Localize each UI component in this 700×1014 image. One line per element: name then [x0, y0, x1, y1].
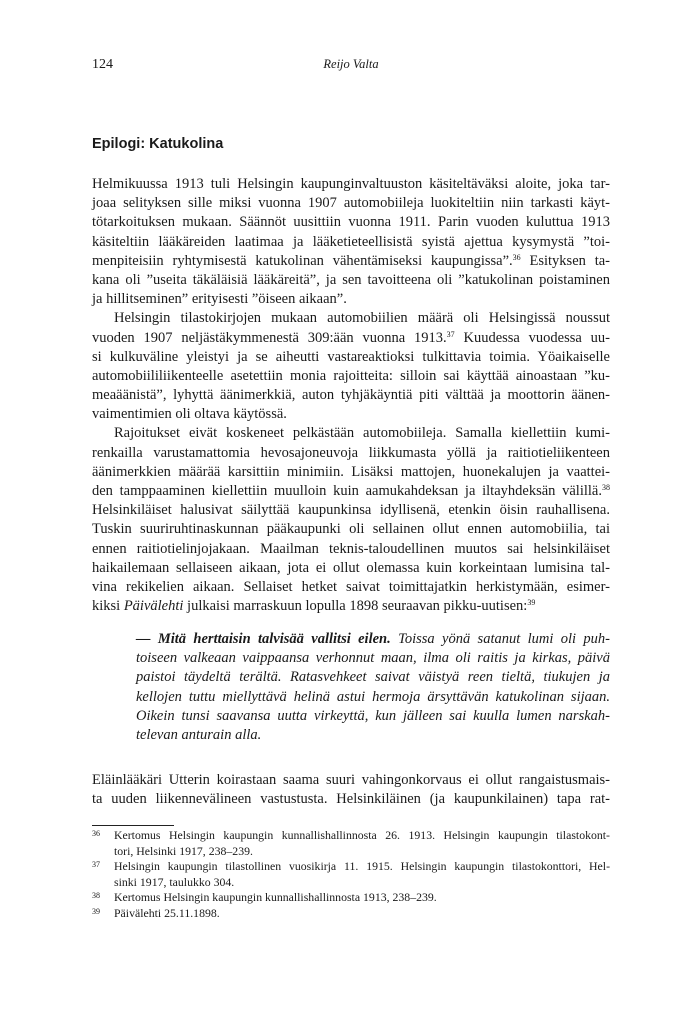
text-line — [92, 329, 610, 348]
text-line: Eläinlääkäri Utterin koirastaan saama suuri vahingonkorvaus ei ollut rangaistusmais- — [92, 772, 610, 788]
page-number: 124 — [92, 57, 113, 72]
text-line: käsiteltiin lääkäreiden laatimaa ja lääketieteellisistä syistä ajettua kysymystä ”toi- — [92, 233, 610, 250]
text-run: Kuudessa vuodessa uu- — [454, 329, 611, 346]
text-line: kana oli ”useita täkäläisiä lääkäreitä”, ja sen tavoitteena oli ”katukolinan poistaminen — [92, 271, 610, 288]
footnote-ref[interactable]: 39 — [527, 598, 536, 608]
text-line: kellojen tuttu miellyttävä helinä astui hermoja ärsyttävän katukolinan sijaan. — [136, 688, 610, 705]
footnotes — [92, 828, 610, 922]
body-text — [92, 175, 610, 616]
text-line: tötarkoituksen mukaan. Säännöt uusittiin vuonna 1911. Parin vuoden kuluttua 1913 — [92, 214, 610, 231]
footnote — [92, 906, 610, 922]
footnote-line: Päivälehti 25.11.1898. — [114, 905, 220, 920]
text-line: paistoi täydeltä terältä. Ratasvehkeet saivat väistyä reen tieltä, tiukujen ja — [136, 669, 610, 686]
text-line — [92, 482, 610, 501]
text-line: Helsingin tilastokirjojen mukaan automobiilien määrä oli Helsingissä noussut — [114, 310, 610, 327]
footnote-line: tori, Helsinki 1917, 238–239. — [114, 843, 253, 858]
text-line — [92, 252, 610, 271]
footnote — [92, 890, 610, 906]
text-line: Rajoitukset eivät koskeneet pelkästään automobiileja. Samalla kiellettiin kumi- — [114, 425, 610, 442]
text-run: den tamppaaminen kiellettiin muulloin kuin aamukahdeksan ja iltayhdeksän välillä. — [92, 483, 602, 499]
text-line: äänimerkkien määrää karsittiin minimiin. Lisäksi mattojen, huonekalujen ja vaattei- — [92, 463, 610, 480]
text-run: vuoden 1907 neljästäkymmenestä 309:ään vuonna 1913. — [92, 329, 447, 346]
text-line: meaäänistä”, lyhyttä äänimerkkiä, auton tyhjäkäyntiä piti välttää ja moottorin äänen- — [92, 387, 610, 404]
text-line — [136, 630, 610, 649]
text-line: ja hillitseminen” erityisesti ”öiseen aikaan”. — [92, 291, 347, 308]
text-line: haikailemaan sellaiseen aikaan, jota ei ollut olemassa kuin korkeintaan lumisina tal- — [92, 559, 610, 576]
text-line: Helmikuussa 1913 tuli Helsingin kaupunginvaltuuston käsiteltäväksi aloite, joka tar- — [92, 176, 610, 192]
text-line: Oikein tunsi saavansa uutta virkeyttä, kun jälleen sai kuulla lumen narskah- — [136, 707, 610, 724]
footnote — [92, 828, 610, 859]
footnote-separator — [92, 825, 174, 826]
text-run: menpiteisiin ryhtymisestä katukolinan vähentämiseksi kaupungissa”. — [92, 252, 513, 269]
text-line: ennen raitiotielinjojakaan. Maailman teknis-taloudellinen muutos sai helsinkiläiset — [92, 540, 610, 557]
footnote-number: 39 — [92, 906, 100, 916]
text-run: julkaisi marraskuun lopulla 1898 seuraavan pikku-uutisen: — [183, 598, 528, 615]
section-heading: Epilogi: Katukolina — [92, 136, 224, 152]
text-run: Esityksen ta- — [520, 252, 610, 269]
text-run: Toissa yönä satanut lumi oli puh- — [390, 631, 610, 647]
text-line: televan anturain alla. — [136, 726, 262, 743]
closing-paragraph — [92, 771, 610, 809]
page-header — [92, 57, 610, 75]
text-line — [92, 597, 610, 616]
running-head: Reijo Valta — [323, 57, 379, 71]
quote-lead: — Mitä herttaisin talvisää vallitsi eilen. — [136, 631, 391, 647]
text-line: vaimentimien oli oltava käytössä. — [92, 406, 287, 423]
footnote-line: Helsingin kaupungin tilastollinen vuosikirja 11. 1915. Helsingin kaupungin tilastokonttori, Hel- — [114, 859, 610, 874]
footnote-ref[interactable]: 38 — [602, 483, 610, 492]
text-line: Tuskin suuriruhtinaskunnan pääkaupunki oli sellainen ollut ennen automobiilia, tai — [92, 521, 610, 538]
footnote-line: Kertomus Helsingin kaupungin kunnallishallinnosta 1913, 238–239. — [114, 890, 437, 905]
text-line: si kulkuväline yleistyi ja se aiheutti vastareaktioksi tulkittavia toimia. Yöaikaiselle — [92, 348, 610, 365]
footnote-number: 38 — [92, 891, 100, 901]
footnote-line: sinki 1917, taulukko 304. — [114, 874, 235, 889]
text-line: automobiililiikenteelle asetettiin monia rajoitteita: silloin sai käyttää ainoastaan ”ku- — [92, 367, 610, 384]
footnote-number: 36 — [92, 829, 100, 838]
text-line: Helsinkiläiset halusivat säilyttää kaupunkinsa idyllisenä, etenkin öisin rauhallisena. — [92, 502, 610, 519]
text-run: kiksi — [92, 598, 124, 615]
text-line: ta uuden liikennevälineen vastustusta. Helsinkiläinen (ja kaupunkilainen) tapa rat- — [92, 791, 610, 808]
text-line: joaa selityksen sille miksi vuonna 1907 automobiileja luokiteltiin niin tarkasti käyt- — [92, 195, 610, 212]
text-line: renkailla varustamattomia hevosajoneuvoja liikkumasta yöllä ja raitiotieliikenteen — [92, 444, 610, 461]
newspaper-name: Päivälehti — [123, 598, 184, 615]
footnote — [92, 859, 610, 890]
footnote-ref[interactable]: 37 — [446, 329, 455, 339]
footnote-line: Kertomus Helsingin kaupungin kunnallishallinnosta 26. 1913. Helsingin kaupungin tilastokont- — [114, 828, 610, 842]
footnote-number: 37 — [92, 860, 100, 870]
footnote-ref[interactable]: 36 — [512, 252, 521, 262]
text-line: toiseen valkeaan vaippaansa verhonnut maan, ilma oli raitis ja kirkas, päivä — [136, 650, 610, 667]
block-quote — [136, 630, 610, 745]
text-line: vina rekikelien aikaan. Sellaiset hetket saivat toimittajatkin herkistymään, esimer- — [92, 578, 610, 595]
